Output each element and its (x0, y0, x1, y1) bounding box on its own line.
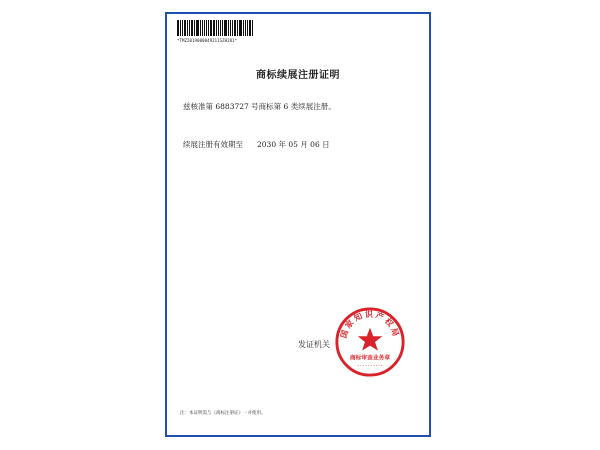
approval-line: 兹核准第 6883727 号商标第 6 类续展注册。 (183, 102, 336, 111)
barcode-bar (224, 20, 227, 36)
barcode-bar (234, 20, 236, 36)
barcode-bar (187, 20, 188, 36)
barcode-bar (239, 20, 242, 36)
seal-bottom-text: 商标审查业务章 (349, 355, 391, 362)
barcode-bar (222, 20, 223, 36)
barcode-bar (180, 20, 181, 36)
validity-label: 续展注册有效期至 (183, 140, 243, 149)
seal-ring-text: 国家知识产权局 (339, 309, 401, 340)
issuer-label: 发证机关 (298, 340, 330, 349)
barcode-bar (232, 20, 233, 36)
barcode-bar (216, 20, 217, 36)
barcode-bar (202, 20, 203, 36)
barcode-bar (194, 20, 195, 36)
barcode-bar (245, 20, 246, 36)
barcode-bar (252, 20, 253, 36)
barcode-bar (204, 20, 205, 36)
barcode-bar (208, 20, 209, 36)
document-title: 商标续展注册证明 (256, 70, 340, 81)
footnote: 注：本证明需与《商标注册证》一并使用。 (180, 411, 266, 416)
barcode-bar (177, 20, 179, 36)
barcode-bars (177, 20, 269, 36)
barcode-bar (230, 20, 231, 36)
barcode-bar (243, 20, 244, 36)
barcode-bar (218, 20, 219, 36)
barcode-bar (184, 20, 186, 36)
barcode-number: *TMZ2019000049211SZH201* (177, 38, 238, 43)
barcode-bar (237, 20, 238, 36)
seal-serial-dots: • • • • • • • • • • (357, 363, 383, 368)
certificate-document (165, 12, 431, 437)
barcode-bar (200, 20, 201, 36)
barcode-bar (213, 20, 215, 36)
barcode (177, 20, 269, 44)
barcode-bar (206, 20, 207, 36)
validity-line (183, 139, 330, 150)
barcode-bar (182, 20, 183, 36)
barcode-bar (196, 20, 199, 36)
barcode-bar (247, 20, 248, 36)
barcode-bar (228, 20, 229, 36)
seal-star-icon (358, 328, 382, 351)
barcode-bar (189, 20, 190, 36)
barcode-bar (249, 20, 251, 36)
barcode-bar (210, 20, 212, 36)
official-seal (334, 306, 406, 378)
validity-date: 2030 年 05 月 06 日 (257, 140, 330, 149)
barcode-bar (191, 20, 193, 36)
barcode-bar (220, 20, 221, 36)
